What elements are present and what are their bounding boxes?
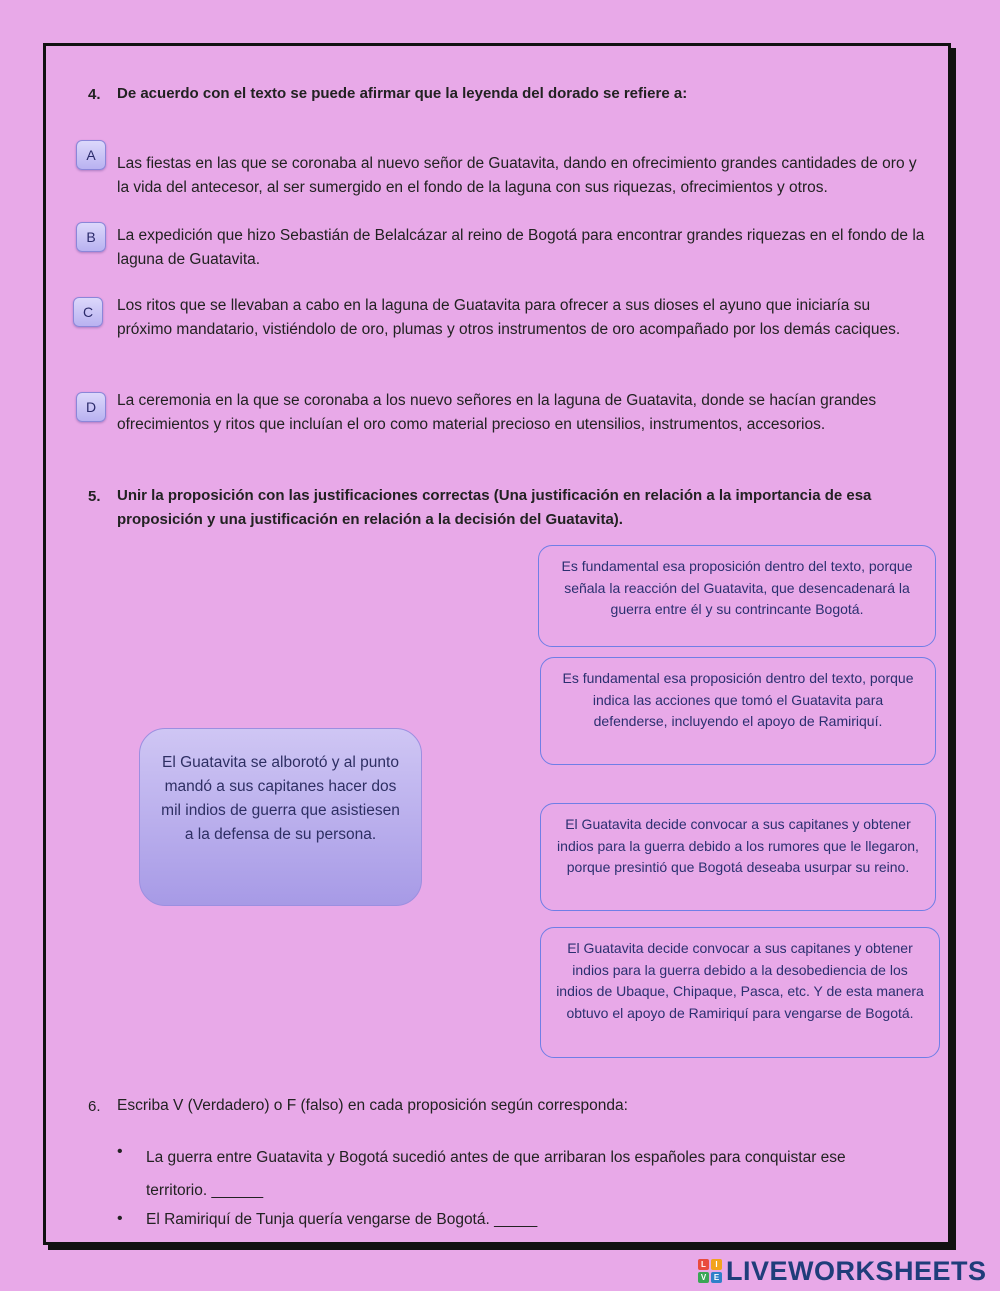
bullet-2: • — [117, 1210, 123, 1227]
proposition-box[interactable]: El Guatavita se alborotó y al punto mandó a sus capitanes hacer dos mil indios de guerra que asistiesen a la defensa de su persona. — [139, 728, 422, 906]
q5-question: Unir la proposición con las justificaciones correctas (Una justificación en relación a la importancia de esa proposición y una justificación en relación a la decisión del Guatavita). — [117, 487, 872, 528]
logo-letter-i: I — [711, 1259, 722, 1270]
q6-item-2[interactable]: El Ramiriquí de Tunja quería vengarse de Bogotá. _____ — [146, 1211, 538, 1228]
option-c-button[interactable]: C — [73, 297, 103, 327]
option-d-text: La ceremonia en la que se coronaba a los nuevo señores en la laguna de Guatavita, donde se hacían grandes ofrecimientos y ritos que incluían el oro como material precioso en utensilios, instrumentos, accesorios. — [117, 392, 877, 433]
justification-box-1[interactable]: Es fundamental esa proposición dentro del texto, porque señala la reacción del Guatavita, que desencadenará la guerra entre él y su contrincante Bogotá. — [538, 545, 936, 647]
logo-letter-l: L — [698, 1259, 709, 1270]
q4-question: De acuerdo con el texto se puede afirmar que la leyenda del dorado se refiere a: — [117, 85, 688, 102]
q6-item-1 — [146, 1141, 926, 1207]
option-b-button[interactable]: B — [76, 222, 106, 252]
q6-number: 6. — [88, 1098, 101, 1115]
option-d-button[interactable]: D — [76, 392, 106, 422]
justification-box-4[interactable]: El Guatavita decide convocar a sus capitanes y obtener indios para la guerra debido a la desobediencia de los indios de Ubaque, Chipaque, Pasca, etc. Y de esta manera obtuvo el apoyo de Ramiriquí para vengarse de Bogotá. — [540, 927, 940, 1058]
q4-number: 4. — [88, 86, 101, 103]
justification-box-3[interactable]: El Guatavita decide convocar a sus capitanes y obtener indios para la guerra debido a los rumores que le llegaron, porque presintió que Bogotá deseaba usurpar su reino. — [540, 803, 936, 911]
option-a-button[interactable]: A — [76, 140, 106, 170]
q6-question: Escriba V (Verdadero) o F (falso) en cada proposición según corresponda: — [117, 1097, 628, 1114]
logo-letter-e: E — [711, 1272, 722, 1283]
option-c-text: Los ritos que se llevaban a cabo en la laguna de Guatavita para ofrecer a sus dioses el ayuno que iniciaría su próximo mandatario, vistiéndolo de oro, plumas y otros instrumentos de oro acompañado por los demás caciques. — [117, 297, 901, 338]
logo-text: LIVEWORKSHEETS — [726, 1255, 987, 1286]
q6-item-1-line-2[interactable]: territorio. ______ — [146, 1182, 264, 1199]
q5-number: 5. — [88, 488, 101, 505]
q6-item-1-line-1: La guerra entre Guatavita y Bogotá sucedió antes de que arribaran los españoles para conquistar ese — [146, 1149, 846, 1166]
liveworksheets-logo — [698, 1256, 987, 1286]
justification-box-2[interactable]: Es fundamental esa proposición dentro del texto, porque indica las acciones que tomó el Guatavita para defenderse, incluyendo el apoyo de Ramiriquí. — [540, 657, 936, 765]
logo-grid-icon — [698, 1259, 722, 1283]
bullet-1: • — [117, 1143, 123, 1160]
logo-letter-v: V — [698, 1272, 709, 1283]
option-b-text: La expedición que hizo Sebastián de Belalcázar al reino de Bogotá para encontrar grandes riquezas en el fondo de la laguna de Guatavita. — [117, 227, 925, 268]
option-a-text: Las fiestas en las que se coronaba al nuevo señor de Guatavita, dando en ofrecimiento grandes cantidades de oro y la vida del antecesor, al ser sumergido en el fondo de la laguna con sus riquezas, ofrecimientos y otros. — [117, 155, 917, 196]
